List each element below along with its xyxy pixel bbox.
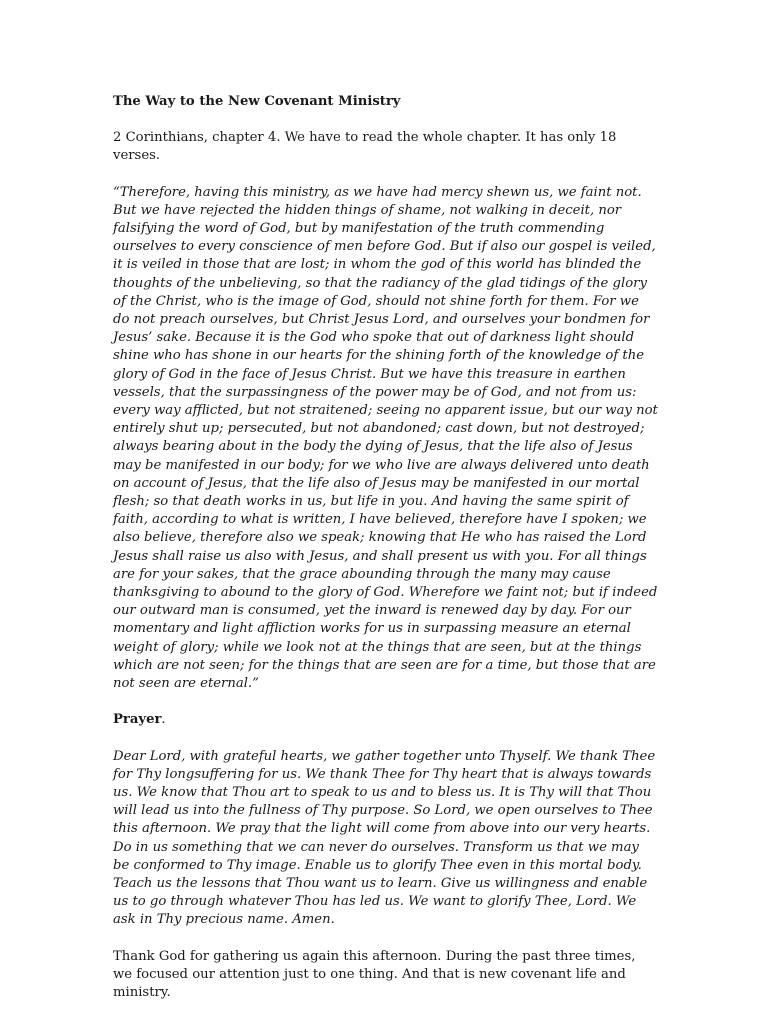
document-body bbox=[113, 93, 658, 1002]
closing-paragraph: Thank God for gathering us again this afternoon. During the past three times, we focused our attention just to one thing. And that is new covenant life and ministry. bbox=[113, 948, 636, 1000]
document-title: The Way to the New Covenant Ministry bbox=[113, 94, 401, 109]
prayer-heading bbox=[113, 711, 658, 729]
prayer-heading-period: . bbox=[161, 712, 166, 728]
prayer-heading-label: Prayer bbox=[113, 712, 162, 728]
prayer-text: Dear Lord, with grateful hearts, we gather together unto Thyself. We thank Thee for Thy longsuffering for us. We thank Thee for Thy heart that is always towards us. We know that Thou art to speak to us and to bless us. It is Thy will that Thou will lead us into the fullness of Thy purpose. So Lord, we open ourselves to Thee this afternoon. We pray that the light will come from above into our very hearts. Do in us something that we can never do ourselves. Transform us that we may be conformed to Thy image. Enable us to glorify Thee even in this mortal body. Teach us the lessons that Thou want us to learn. Give us willingness and enable us to go through whatever Thou has led us. We want to glorify Thee, Lord. We ask in Thy precious name. Amen. bbox=[113, 748, 656, 928]
intro-paragraph: 2 Corinthians, chapter 4. We have to read the whole chapter. It has only 18 verses. bbox=[113, 130, 617, 164]
scripture-quote: “Therefore, having this ministry, as we have had mercy shewn us, we faint not. But we have rejected the hidden things of shame, not walking in deceit, nor falsifying the word of God, but by manifestation of the truth commending ourselves to every conscience of men before God. But if also our gospel is veiled, it is veiled in those that are lost; in whom the god of this world has blinded the thoughts of the unbelieving, so that the radiancy of the glad tidings of the glory of the Christ, who is the image of God, should not shine forth for them. For we do not preach ourselves, but Christ Jesus Lord, and ourselves your bondmen for Jesus’ sake. Because it is the God who spoke that out of darkness light should shine who has shone in our hearts for the shining forth of the knowledge of the glory of God in the face of Jesus Christ. But we have this treasure in earthen vessels, that the surpassingness of the power may be of God, and not from us: every way afflicted, but not straitened; seeing no apparent issue, but our way not entirely shut up; persecuted, but not abandoned; cast down, but not destroyed; always bearing about in the body the dying of Jesus, that the life also of Jesus may be manifested in our body; for we who live are always delivered unto death on account of Jesus, that the life also of Jesus may be manifested in our mortal flesh; so that death works in us, but life in you. And having the same spirit of faith, according to what is written, I have believed, therefore have I spoken; we also believe, therefore also we speak; knowing that He who has raised the Lord Jesus shall raise us also with Jesus, and shall present us with you. For all things are for your sakes, that the grace abounding through the many may cause thanksgiving to abound to the glory of God. Wherefore we faint not; but if indeed our outward man is consumed, yet the inward is renewed day by day. For our momentary and light affliction works for us in surpassing measure an eternal weight of glory; while we look not at the things that are seen, but at the things which are not seen; for the things that are seen are for a time, but those that are not seen are eternal.” bbox=[113, 184, 658, 692]
